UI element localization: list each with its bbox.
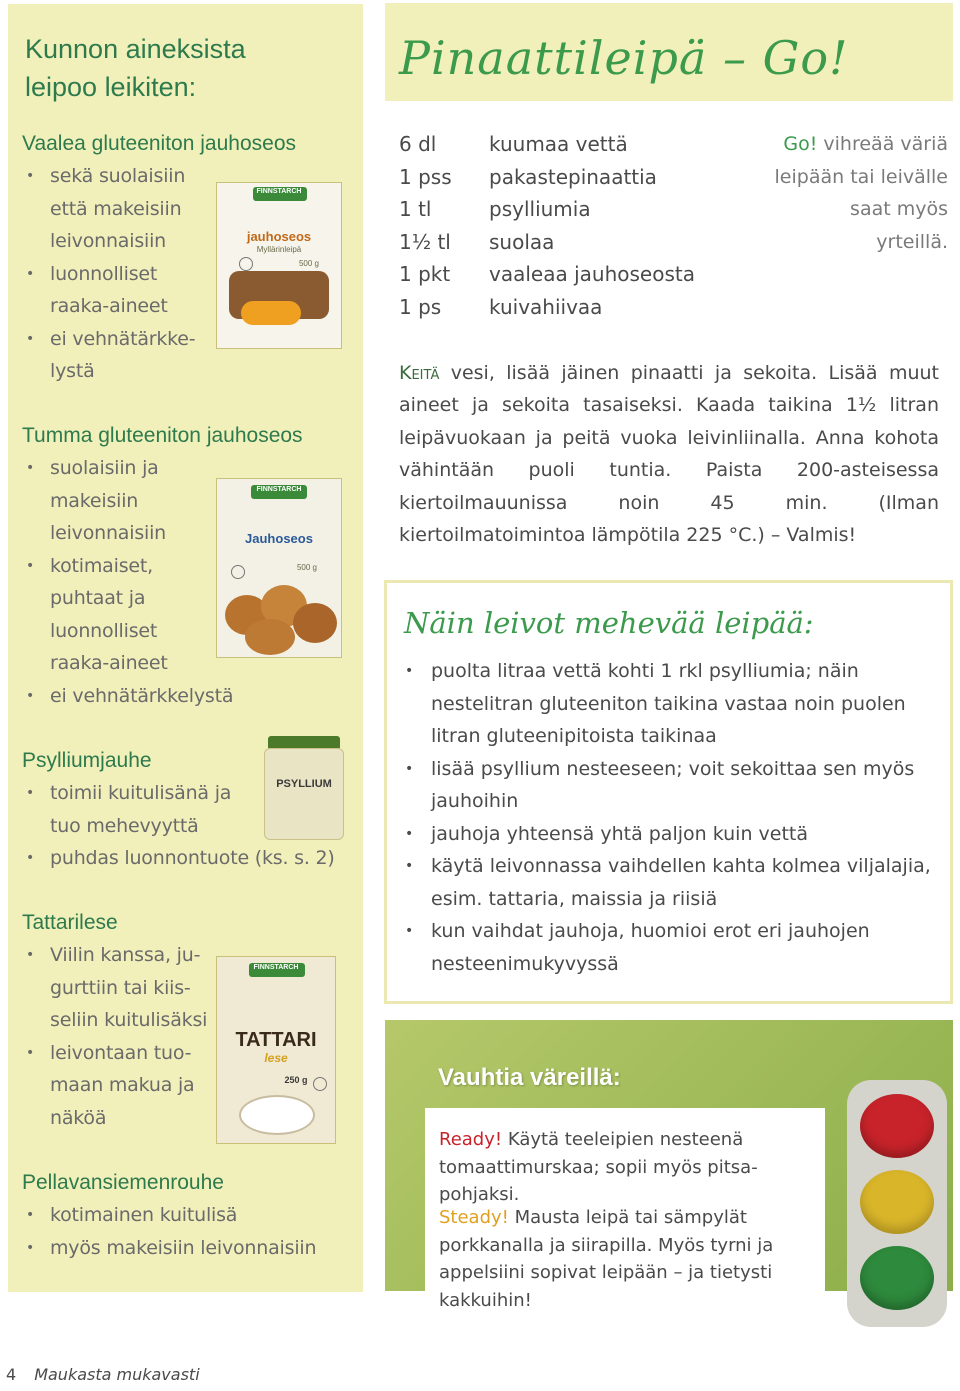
product-image-dark-flour-mix: FINNSTARCH Jauhoseos 500 g (216, 478, 342, 658)
list-item: • luonnolliset raaka-aineet (22, 258, 296, 323)
steady-label: Steady! (439, 1207, 509, 1228)
green-lamp-icon (860, 1246, 934, 1310)
category-title: Pellavansiemenrouhe (22, 1171, 224, 1194)
list-item: • Viilin kanssa, ju- gurttiin tai kiis- seliin kuitulisäksi (22, 939, 207, 1037)
page-footer (0, 1365, 200, 1384)
list-item: • suolaisiin ja makeisiin leivonnaisiin (22, 452, 303, 550)
category-flaxseed (22, 1167, 316, 1264)
category-title: Vaalea gluteeniton jauhoseos (22, 132, 296, 155)
steady-tip: Steady! Mausta leipä tai sämpylät porkkanalla ja siirapilla. Myös tyrni ja appelsiini sopivat leipään – ja tietysti kakkuihin! (439, 1207, 774, 1311)
category-buckwheat-bran (22, 907, 207, 1134)
recipe-instructions (399, 357, 939, 551)
go-label: Go! (783, 133, 818, 155)
red-lamp-icon (860, 1094, 934, 1158)
yellow-lamp-icon (860, 1170, 934, 1234)
page-number: 4 (6, 1365, 17, 1384)
sidebar-heading-line1: Kunnon aineksista (25, 34, 246, 64)
tips-box (384, 580, 953, 1004)
list-item: • kun vaihdat jauhoja, huomioi erot eri jauhojen nesteenimukyvyssä (401, 915, 941, 980)
publication-name: Maukasta mukavasti (34, 1365, 200, 1384)
category-title: Tumma gluteeniton jauhoseos (22, 424, 303, 447)
list-item: • toimii kuitulisänä ja tuo mehevyyttä (22, 777, 335, 842)
recipe-title-box (385, 3, 953, 101)
ready-label: Ready! (439, 1129, 503, 1150)
recipe-title: Pinaattileipä – Go! (399, 31, 849, 85)
list-item: • puhdas luonnontuote (ks. s. 2) (22, 842, 335, 875)
speed-title: Vauhtia väreillä: (438, 1064, 621, 1091)
ingredients-sidebar (8, 4, 363, 1292)
sidebar-heading-line2: leipoo leikiten: (25, 72, 197, 102)
color-speed-box (385, 1020, 953, 1311)
go-color-note: Go! vihreää väriä leipään tai leivälle saat myös yrteillä. (774, 133, 948, 253)
category-title: Tattarilese (22, 911, 118, 934)
tips-title: Näin leivot mehevää leipää: (404, 606, 814, 640)
list-item: • kotimainen kuitulisä (22, 1199, 316, 1232)
list-item: • ei vehnätärkkelystä (22, 680, 303, 713)
list-item: • puolta litraa vettä kohti 1 rkl psylliumia; näin nestelitran gluteeniton taikina vastaa noin puolen litran gluteenipitoista taikinaa (401, 655, 941, 753)
instructions-keyword: Keitä (399, 362, 440, 384)
list-item: • kotimaiset, puhtaat ja luonnolliset raaka-aineet (22, 550, 303, 680)
list-item: • leivontaan tuo- maan makua ja näköä (22, 1037, 207, 1135)
list-item: • ei vehnätärkke- lystä (22, 323, 296, 388)
list-item: • lisää psyllium nesteeseen; voit sekoittaa sen myös jauhoihin (401, 753, 941, 818)
product-image-psyllium: PSYLLIUM (264, 736, 344, 840)
product-image-buckwheat-bran: FINNSTARCH TATTARI lese 250 g (216, 956, 336, 1144)
sidebar-heading (25, 30, 325, 106)
list-item: • sekä suolaisiin että makeisiin leivonnaisiin (22, 160, 296, 258)
list-item: • jauhoja yhteensä yhtä paljon kuin vettä (401, 818, 941, 851)
instructions-text: vesi, lisää jäinen pinaatti ja sekoita. Lisää muut aineet ja sekoita tasaiseksi. Kaada taikina 1½ litran leipävuokaan ja peitä vuoka leivinliinalla. Anna kohota vähintään puoli tuntia. Paista 200-asteisessa kiertoilmauunissa noin 45 min. (Ilman kiertoilmatoimintoa lämpötila 225 °C.) – Valmis! (399, 362, 939, 547)
speed-card (425, 1108, 825, 1311)
ready-tip: Ready! Käytä teeleipien nesteenä tomaattimurskaa; sopii myös pitsa-pohjaksi. (439, 1129, 758, 1205)
list-item: • käytä leivonnassa vaihdellen kahta kolmea viljalajia, esim. tattaria, maissia ja riisiä (401, 850, 941, 915)
product-image-light-flour-mix: FINNSTARCH jauhoseos Myllärinleipä 500 g (216, 182, 342, 349)
category-title: Psylliumjauhe (22, 749, 152, 772)
traffic-light-icon (847, 1080, 947, 1327)
list-item: • myös makeisiin leivonnaisiin (22, 1232, 316, 1265)
